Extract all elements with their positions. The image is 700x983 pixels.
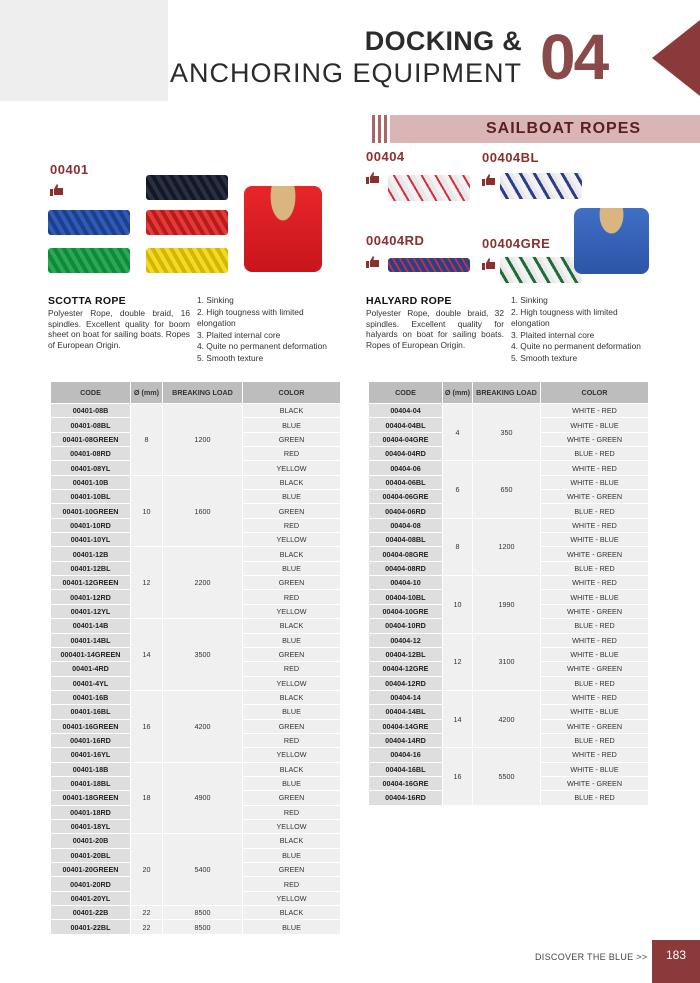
cell-color: RED bbox=[243, 447, 341, 461]
cell-color: BLACK bbox=[243, 475, 341, 489]
cell-code: 00401-20BL bbox=[51, 848, 131, 862]
cell-color: WHITE - BLUE bbox=[541, 475, 649, 489]
cell-code: 00404-10 bbox=[369, 576, 443, 590]
cell-color: GREEN bbox=[243, 863, 341, 877]
product-name: HALYARD ROPE bbox=[366, 295, 452, 307]
cell-diameter: 22 bbox=[131, 906, 163, 920]
thumbs-up-icon bbox=[482, 174, 496, 186]
cell-code: 00401-16B bbox=[51, 690, 131, 704]
cell-code: 00401-18YL bbox=[51, 819, 131, 833]
rope-photo-black bbox=[146, 175, 228, 200]
rope-photo-blue-red bbox=[388, 258, 470, 272]
cell-code: 00401-10BL bbox=[51, 490, 131, 504]
cell-breaking-load: 5400 bbox=[163, 834, 243, 906]
thumbs-up-icon bbox=[50, 184, 64, 196]
rope-photo-yellow bbox=[146, 248, 228, 273]
table-row bbox=[369, 461, 649, 475]
cell-diameter: 12 bbox=[131, 547, 163, 619]
cell-breaking-load: 1200 bbox=[473, 518, 541, 575]
rope-photo-white-blue bbox=[500, 173, 582, 199]
product-name: SCOTTA ROPE bbox=[48, 295, 126, 307]
page-number: 183 bbox=[652, 940, 700, 983]
cell-breaking-load: 3500 bbox=[163, 619, 243, 691]
cell-diameter: 16 bbox=[443, 748, 473, 805]
cell-code: 00401-08RD bbox=[51, 447, 131, 461]
cell-color: WHITE - RED bbox=[541, 518, 649, 532]
feature-list bbox=[511, 295, 651, 364]
section-bar bbox=[372, 115, 700, 143]
cell-breaking-load: 2200 bbox=[163, 547, 243, 619]
cell-color: WHITE - RED bbox=[541, 633, 649, 647]
feature-item: 1. Sinking bbox=[197, 295, 234, 305]
cell-color: GREEN bbox=[243, 576, 341, 590]
cell-code: 000401-14GREEN bbox=[51, 647, 131, 661]
cell-color: WHITE - GREEN bbox=[541, 432, 649, 446]
cell-color: WHITE - GREEN bbox=[541, 547, 649, 561]
rope-spool-red bbox=[244, 186, 322, 272]
cell-diameter: 18 bbox=[131, 762, 163, 834]
cell-code: 00404-08GRE bbox=[369, 547, 443, 561]
cell-color: WHITE - RED bbox=[541, 461, 649, 475]
feature-item: 3. Plaited internal core bbox=[511, 329, 595, 340]
cell-code: 00404-04GRE bbox=[369, 432, 443, 446]
cell-code: 00404-04BL bbox=[369, 418, 443, 432]
product-code-00404rd: 00404RD bbox=[366, 233, 425, 248]
cell-color: GREEN bbox=[243, 719, 341, 733]
cell-color: WHITE - RED bbox=[541, 748, 649, 762]
cell-code: 00404-06 bbox=[369, 461, 443, 475]
table-row bbox=[51, 690, 341, 704]
cell-color: YELLOW bbox=[243, 533, 341, 547]
product-code-00401: 00401 bbox=[50, 162, 89, 177]
cell-color: BLACK bbox=[243, 762, 341, 776]
title-line2: ANCHORING EQUIPMENT bbox=[169, 58, 522, 88]
cell-code: 00401-22B bbox=[51, 906, 131, 920]
cell-color: YELLOW bbox=[243, 748, 341, 762]
cell-color: GREEN bbox=[243, 791, 341, 805]
chapter-triangle bbox=[652, 20, 700, 96]
cell-diameter: 20 bbox=[131, 834, 163, 906]
cell-color: BLUE bbox=[243, 561, 341, 575]
rope-spool-blue bbox=[574, 208, 649, 274]
cell-color: BLACK bbox=[243, 404, 341, 418]
cell-color: WHITE - GREEN bbox=[541, 604, 649, 618]
feature-item: 5. Smooth texture bbox=[511, 352, 578, 363]
cell-color: BLACK bbox=[243, 906, 341, 920]
cell-code: 00404-06GRE bbox=[369, 490, 443, 504]
cell-color: GREEN bbox=[243, 647, 341, 661]
footer-tagline: DISCOVER THE BLUE >> bbox=[535, 952, 648, 962]
rope-photo-green bbox=[48, 248, 130, 273]
header-diameter: Ø (mm) bbox=[131, 382, 163, 404]
cell-color: WHITE - BLUE bbox=[541, 590, 649, 604]
cell-color: WHITE - BLUE bbox=[541, 418, 649, 432]
cell-code: 00401-4RD bbox=[51, 662, 131, 676]
cell-code: 00401-16GREEN bbox=[51, 719, 131, 733]
cell-color: BLUE - RED bbox=[541, 561, 649, 575]
section-bar-label: SAILBOAT ROPES bbox=[390, 115, 700, 143]
cell-code: 00404-10BL bbox=[369, 590, 443, 604]
cell-color: RED bbox=[243, 518, 341, 532]
table-row bbox=[51, 906, 341, 920]
cell-color: BLUE bbox=[243, 418, 341, 432]
cell-code: 00401-10B bbox=[51, 475, 131, 489]
cell-code: 00401-12BL bbox=[51, 561, 131, 575]
cell-color: BLUE - RED bbox=[541, 676, 649, 690]
cell-code: 00404-08RD bbox=[369, 561, 443, 575]
cell-code: 00404-16BL bbox=[369, 762, 443, 776]
cell-code: 00401-12YL bbox=[51, 604, 131, 618]
cell-code: 00401-4YL bbox=[51, 676, 131, 690]
cell-color: RED bbox=[243, 662, 341, 676]
table-row bbox=[369, 576, 649, 590]
cell-code: 00404-12RD bbox=[369, 676, 443, 690]
cell-code: 00401-10RD bbox=[51, 518, 131, 532]
table-row bbox=[369, 633, 649, 647]
cell-color: BLUE bbox=[243, 920, 341, 934]
table-row bbox=[369, 518, 649, 532]
cell-code: 00404-14RD bbox=[369, 733, 443, 747]
feature-item: 5. Smooth texture bbox=[197, 352, 264, 363]
cell-breaking-load: 650 bbox=[473, 461, 541, 518]
header-code: CODE bbox=[51, 382, 131, 404]
feature-item: 4. Quite no permanent deformation bbox=[511, 341, 641, 351]
cell-breaking-load: 1990 bbox=[473, 576, 541, 633]
cell-color: WHITE - GREEN bbox=[541, 662, 649, 676]
cell-diameter: 8 bbox=[131, 404, 163, 476]
cell-color: WHITE - GREEN bbox=[541, 490, 649, 504]
cell-code: 00401-16YL bbox=[51, 748, 131, 762]
cell-breaking-load: 4200 bbox=[473, 690, 541, 747]
cell-code: 00401-10GREEN bbox=[51, 504, 131, 518]
cell-color: RED bbox=[243, 733, 341, 747]
cell-code: 00404-16GRE bbox=[369, 776, 443, 790]
thumbs-up-icon bbox=[366, 256, 380, 268]
feature-item: 1. Sinking bbox=[511, 295, 548, 305]
cell-diameter: 12 bbox=[443, 633, 473, 690]
cell-color: WHITE - RED bbox=[541, 404, 649, 418]
cell-diameter: 22 bbox=[131, 920, 163, 934]
table-row bbox=[369, 690, 649, 704]
cell-diameter: 16 bbox=[131, 690, 163, 762]
table-row bbox=[51, 920, 341, 934]
header-breaking-load: BREAKING LOAD bbox=[163, 382, 243, 404]
cell-diameter: 10 bbox=[443, 576, 473, 633]
cell-code: 00401-20RD bbox=[51, 877, 131, 891]
table-header-row bbox=[51, 382, 341, 404]
cell-code: 00404-10RD bbox=[369, 619, 443, 633]
cell-code: 00401-14BL bbox=[51, 633, 131, 647]
feature-item: 2. High tougness with limited elongation bbox=[197, 306, 304, 328]
cell-code: 00401-08YL bbox=[51, 461, 131, 475]
bar-stripe bbox=[372, 115, 375, 143]
cell-code: 00404-12 bbox=[369, 633, 443, 647]
cell-code: 00401-22BL bbox=[51, 920, 131, 934]
table-row bbox=[369, 404, 649, 418]
cell-color: WHITE - BLUE bbox=[541, 533, 649, 547]
cell-color: RED bbox=[243, 590, 341, 604]
cell-breaking-load: 1200 bbox=[163, 404, 243, 476]
cell-color: BLUE bbox=[243, 490, 341, 504]
rope-photo-white-red bbox=[388, 175, 470, 201]
title-line1: DOCKING & bbox=[364, 26, 522, 56]
cell-color: BLUE bbox=[243, 633, 341, 647]
cell-code: 00401-20GREEN bbox=[51, 863, 131, 877]
cell-color: WHITE - GREEN bbox=[541, 776, 649, 790]
cell-color: BLACK bbox=[243, 690, 341, 704]
thumbs-up-icon bbox=[482, 258, 496, 270]
cell-code: 00401-10YL bbox=[51, 533, 131, 547]
cell-color: YELLOW bbox=[243, 461, 341, 475]
table-row bbox=[369, 748, 649, 762]
cell-code: 00401-18BL bbox=[51, 776, 131, 790]
rope-photo-red bbox=[146, 210, 228, 235]
cell-breaking-load: 350 bbox=[473, 404, 541, 461]
cell-color: WHITE - RED bbox=[541, 576, 649, 590]
cell-color: BLACK bbox=[243, 547, 341, 561]
table-row bbox=[51, 475, 341, 489]
cell-diameter: 10 bbox=[131, 475, 163, 547]
table-header-row bbox=[369, 382, 649, 404]
cell-diameter: 6 bbox=[443, 461, 473, 518]
header-color: COLOR bbox=[541, 382, 649, 404]
cell-breaking-load: 4900 bbox=[163, 762, 243, 834]
cell-color: BLACK bbox=[243, 619, 341, 633]
header-breaking-load: BREAKING LOAD bbox=[473, 382, 541, 404]
cell-code: 00404-16 bbox=[369, 748, 443, 762]
product-code-00404bl: 00404BL bbox=[482, 150, 539, 165]
feature-item: 2. High tougness with limited elongation bbox=[511, 306, 618, 328]
cell-color: WHITE - GREEN bbox=[541, 719, 649, 733]
cell-code: 00401-20YL bbox=[51, 891, 131, 905]
cell-diameter: 8 bbox=[443, 518, 473, 575]
cell-color: BLUE bbox=[243, 705, 341, 719]
cell-code: 00401-12GREEN bbox=[51, 576, 131, 590]
cell-color: BLUE - RED bbox=[541, 504, 649, 518]
feature-item: 4. Quite no permanent deformation bbox=[197, 341, 327, 351]
cell-breaking-load: 8500 bbox=[163, 920, 243, 934]
cell-code: 00404-10GRE bbox=[369, 604, 443, 618]
cell-code: 00401-18GREEN bbox=[51, 791, 131, 805]
cell-code: 00401-18B bbox=[51, 762, 131, 776]
cell-code: 00401-14B bbox=[51, 619, 131, 633]
cell-breaking-load: 3100 bbox=[473, 633, 541, 690]
cell-color: YELLOW bbox=[243, 676, 341, 690]
cell-color: BLUE bbox=[243, 776, 341, 790]
cell-color: RED bbox=[243, 877, 341, 891]
cell-code: 00404-14GRE bbox=[369, 719, 443, 733]
rope-photo-white-green bbox=[500, 257, 582, 283]
cell-color: BLUE - RED bbox=[541, 447, 649, 461]
header-diameter: Ø (mm) bbox=[443, 382, 473, 404]
cell-color: GREEN bbox=[243, 504, 341, 518]
cell-diameter: 14 bbox=[131, 619, 163, 691]
cell-color: WHITE - RED bbox=[541, 690, 649, 704]
product-code-00404: 00404 bbox=[366, 149, 405, 164]
cell-color: GREEN bbox=[243, 432, 341, 446]
table-row bbox=[51, 834, 341, 848]
table-row bbox=[51, 619, 341, 633]
chapter-number: 04 bbox=[540, 21, 608, 93]
cell-code: 00404-12BL bbox=[369, 647, 443, 661]
cell-color: YELLOW bbox=[243, 891, 341, 905]
cell-code: 00401-12RD bbox=[51, 590, 131, 604]
left-spec-table bbox=[50, 381, 341, 935]
cell-color: YELLOW bbox=[243, 819, 341, 833]
cell-code: 00404-06RD bbox=[369, 504, 443, 518]
product-description: Polyester Rope, double braid, 16 spindles. Excellent quality for boom sheet on boat for sailing boats. Ropes of European Origin. bbox=[48, 308, 190, 350]
bar-stripe bbox=[384, 115, 387, 143]
header-code: CODE bbox=[369, 382, 443, 404]
cell-code: 00404-08 bbox=[369, 518, 443, 532]
cell-color: BLUE - RED bbox=[541, 619, 649, 633]
cell-breaking-load: 5500 bbox=[473, 748, 541, 805]
cell-code: 00404-04 bbox=[369, 404, 443, 418]
table-row bbox=[51, 547, 341, 561]
cell-code: 00404-08BL bbox=[369, 533, 443, 547]
cell-code: 00401-16RD bbox=[51, 733, 131, 747]
cell-color: BLUE - RED bbox=[541, 791, 649, 805]
cell-code: 00404-16RD bbox=[369, 791, 443, 805]
cell-code: 00404-14 bbox=[369, 690, 443, 704]
cell-code: 00401-08GREEN bbox=[51, 432, 131, 446]
cell-code: 00401-18RD bbox=[51, 805, 131, 819]
table-row bbox=[51, 404, 341, 418]
header-color: COLOR bbox=[243, 382, 341, 404]
cell-color: BLACK bbox=[243, 834, 341, 848]
cell-code: 00401-20B bbox=[51, 834, 131, 848]
feature-item: 3. Plaited internal core bbox=[197, 329, 281, 340]
cell-color: BLUE bbox=[243, 848, 341, 862]
cell-code: 00401-08BL bbox=[51, 418, 131, 432]
cell-code: 00401-16BL bbox=[51, 705, 131, 719]
product-code-00404gre: 00404GRE bbox=[482, 236, 551, 251]
cell-code: 00401-12B bbox=[51, 547, 131, 561]
header-gray-block bbox=[0, 0, 168, 101]
cell-color: RED bbox=[243, 805, 341, 819]
thumbs-up-icon bbox=[366, 172, 380, 184]
right-spec-table bbox=[368, 381, 649, 806]
bar-stripe bbox=[378, 115, 381, 143]
cell-code: 00404-14BL bbox=[369, 705, 443, 719]
cell-color: WHITE - BLUE bbox=[541, 705, 649, 719]
cell-code: 00404-06BL bbox=[369, 475, 443, 489]
rope-photo-blue bbox=[48, 210, 130, 235]
cell-color: YELLOW bbox=[243, 604, 341, 618]
cell-diameter: 14 bbox=[443, 690, 473, 747]
cell-breaking-load: 1600 bbox=[163, 475, 243, 547]
cell-breaking-load: 4200 bbox=[163, 690, 243, 762]
cell-code: 00404-12GRE bbox=[369, 662, 443, 676]
cell-color: WHITE - BLUE bbox=[541, 762, 649, 776]
cell-code: 00404-04RD bbox=[369, 447, 443, 461]
cell-color: BLUE - RED bbox=[541, 733, 649, 747]
cell-color: WHITE - BLUE bbox=[541, 647, 649, 661]
cell-diameter: 4 bbox=[443, 404, 473, 461]
table-row bbox=[51, 762, 341, 776]
cell-code: 00401-08B bbox=[51, 404, 131, 418]
cell-breaking-load: 8500 bbox=[163, 906, 243, 920]
product-description: Polyester Rope, double braid, 32 spindles. Excellent quality for halyards on boat for sailing boats. Ropes of European Origin. bbox=[366, 308, 504, 350]
feature-list bbox=[197, 295, 332, 364]
